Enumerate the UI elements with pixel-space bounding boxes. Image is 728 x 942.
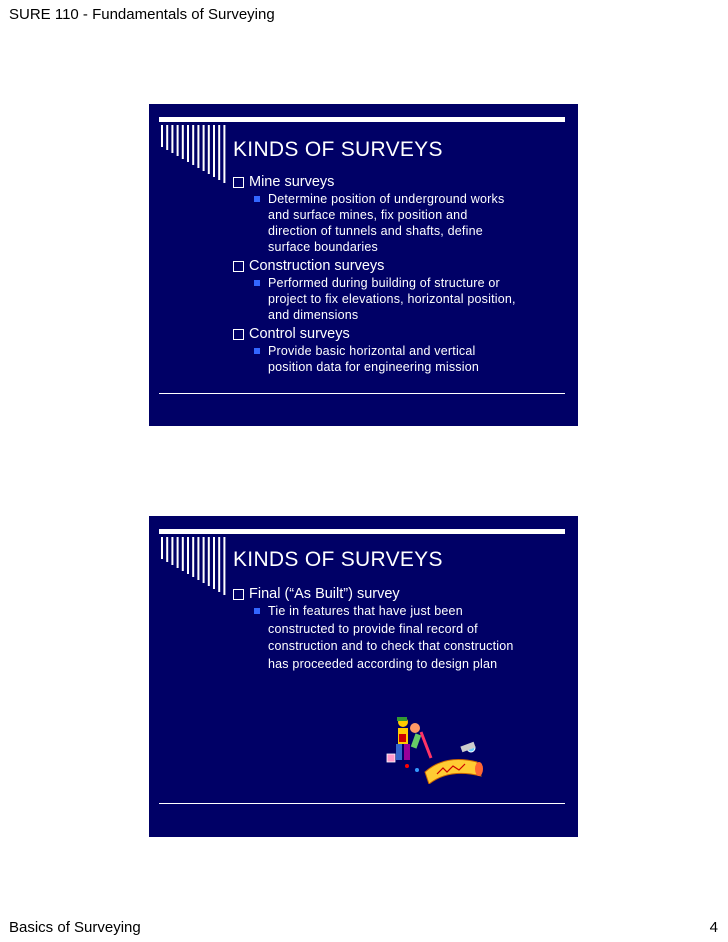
slide-bottom-rule <box>159 393 565 394</box>
sub-bullet: Determine position of underground works and surface mines, fix position and direction of tunnels and shafts, define surface boundaries <box>254 191 564 255</box>
square-bullet-icon <box>254 348 260 354</box>
stripe <box>166 125 168 150</box>
bullet-control-surveys: Control surveys <box>233 325 564 343</box>
stripe <box>208 125 210 174</box>
stripe <box>166 537 168 562</box>
stripe <box>203 125 205 171</box>
stripe <box>192 125 194 165</box>
stripe <box>187 125 189 162</box>
square-bullet-icon <box>254 608 260 614</box>
stripe <box>208 537 210 586</box>
hollow-square-bullet-icon <box>233 329 244 340</box>
square-bullet-icon <box>254 196 260 202</box>
slide-bottom-rule <box>159 803 565 804</box>
bullet-final-survey: Final (“As Built”) survey <box>233 585 564 603</box>
slide-title: KINDS OF SURVEYS <box>233 138 443 161</box>
bullet-construction-surveys: Construction surveys <box>233 257 564 275</box>
stripe <box>171 125 173 153</box>
stripe <box>177 125 179 156</box>
stripe <box>177 537 179 568</box>
stripe <box>197 125 199 168</box>
stripe <box>161 125 163 147</box>
hollow-square-bullet-icon <box>233 261 244 272</box>
sub-bullet: Provide basic horizontal and vertical position data for engineering mission <box>254 343 564 375</box>
stripe <box>223 537 225 595</box>
slide-content <box>233 583 564 675</box>
page-number: 4 <box>709 919 718 936</box>
stripe <box>203 537 205 583</box>
sub-bullet: Performed during building of structure or project to fix elevations, horizontal position, and dimensions <box>254 275 564 323</box>
vertical-stripes-decoration-icon <box>159 537 229 597</box>
stripe <box>187 537 189 574</box>
slide-2 <box>149 516 578 837</box>
vertical-stripes-decoration-icon <box>159 125 229 185</box>
page-footer-title: Basics of Surveying <box>9 919 141 936</box>
slide-title: KINDS OF SURVEYS <box>233 548 443 571</box>
stripe <box>161 537 163 559</box>
stripe <box>218 125 220 180</box>
bullet-mine-surveys: Mine surveys <box>233 173 564 191</box>
stripe <box>213 125 215 177</box>
sub-bullet: Tie in features that have just been constructed to provide final record of construction and to check that construction has proceeded according to design plan <box>254 603 564 673</box>
stripe <box>171 537 173 565</box>
hollow-square-bullet-icon <box>233 177 244 188</box>
slide-content <box>233 171 564 377</box>
stripe <box>213 537 215 589</box>
stripe <box>223 125 225 183</box>
stripe <box>218 537 220 592</box>
stripe <box>197 537 199 580</box>
hollow-square-bullet-icon <box>233 589 244 600</box>
stripe <box>192 537 194 577</box>
surveyor-clipart-icon <box>385 714 497 784</box>
square-bullet-icon <box>254 280 260 286</box>
slide-top-rule <box>159 529 565 534</box>
slide-1 <box>149 104 578 426</box>
stripe <box>182 125 184 159</box>
stripe <box>182 537 184 571</box>
page-header: SURE 110 - Fundamentals of Surveying <box>9 6 275 23</box>
slide-top-rule <box>159 117 565 122</box>
